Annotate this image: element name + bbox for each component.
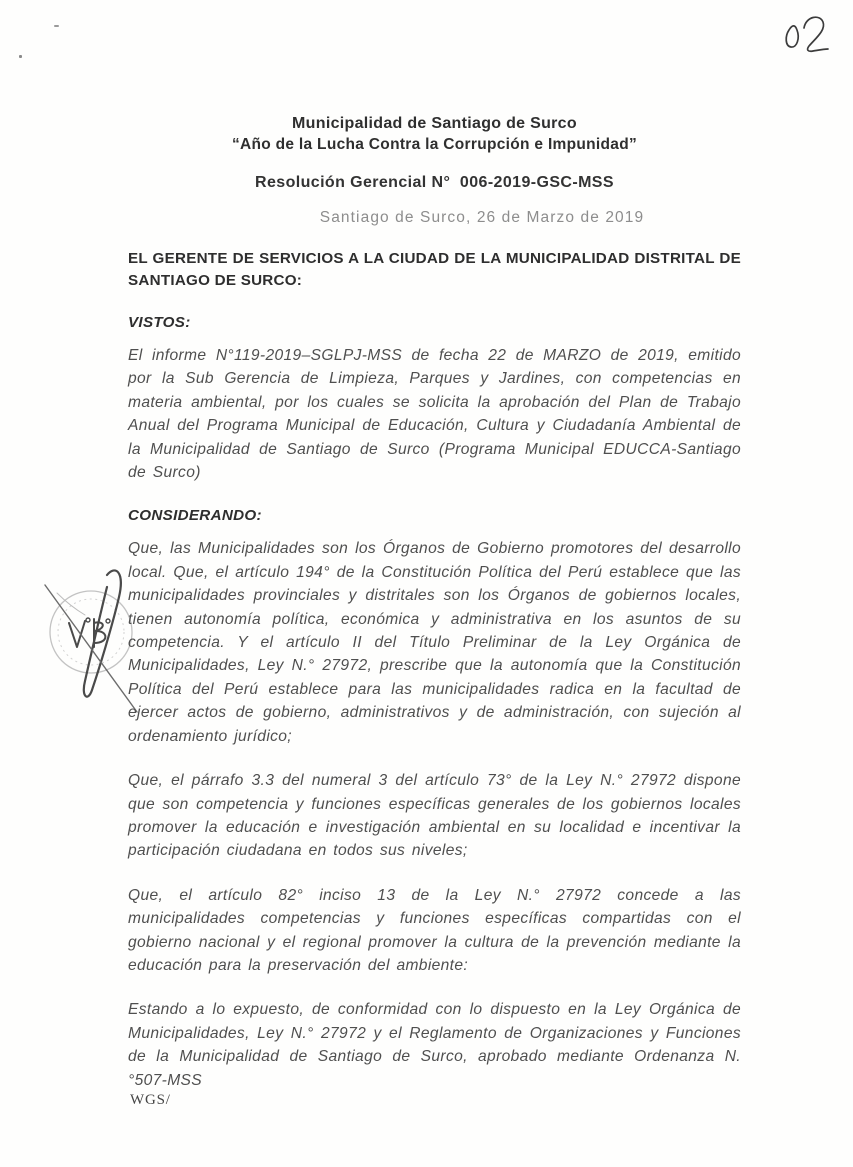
resolution-title: Resolución Gerencial N° 006-2019-GSC-MSS (255, 174, 614, 191)
considerando-paragraph: Estando a lo expuesto, de conformidad con lo dispuesto en la Ley Orgánica de Municipalidades, Ley N.° 27972 y el Reglamento de Organizaciones y Funciones de la Municipalidad de Santiago de Surco, aprobado mediante Ordenanza N.°507-MSS (128, 1001, 741, 1089)
considerando-heading: CONSIDERANDO: (128, 507, 262, 525)
vistos-heading: VISTOS: (128, 314, 191, 331)
signature-scribble (45, 570, 137, 712)
scan-speck (19, 55, 22, 58)
vistos-paragraph: El informe N°119-2019–SGLPJ-MSS de fecha 22 de MARZO de 2019, emitido por la Sub Gerencia de Limpieza, Parques y Jardines, con competencias en materia ambiental, por los cuales se solicita la aprobación del Plan de Trabajo Anual del Programa Municipal de Educación, Cultura y Ciudadanía Ambiental de la Municipalidad de Santiago de Surco (Programa Municipal EDUCCA-Santiago de Surco) (128, 347, 741, 482)
document-content (128, 113, 741, 1092)
stamp-circle-icon (50, 591, 132, 673)
handwritten-page-number-02-icon (775, 8, 845, 64)
considerando-paragraph: Que, las Municipalidades son los Órganos de Gobierno promotores del desarrollo local. Que, el artículo 194° de la Constitución Política del Perú establece que las municipalidades provinciales y distritales son los Órganos de gobiernos locales, tienen autonomía política, económica y administrativa en los asuntos de su competencia. Y el artículo II del Título Preliminar de la Ley Orgánica de Municipalidades, Ley N.° 27972, prescribe que la autonomía que la Constitución Política del Perú establece para las municipalidades radica en la facultad de ejercer actos de gobierno, administrativos y de administración, con sujeción al ordenamiento jurídico; (128, 540, 741, 745)
header-org-name: Municipalidad de Santiago de Surco (292, 115, 577, 132)
considerando-paragraph: Que, el artículo 82° inciso 13 de la Ley N.° 27972 concede a las municipalidades competencias y funciones específicas compartidas con el gobierno nacional y el regional promover la cultura de la prevención mediante la educación para la preservación del ambiente: (128, 886, 741, 974)
header-motto: “Año de la Lucha Contra la Corrupción e Impunidad” (231, 136, 638, 153)
footer-initials: WGS/ (130, 1092, 171, 1108)
dateline: Santiago de Surco, 26 de Marzo de 2019 (319, 209, 645, 226)
considerando-paragraph: Que, el párrafo 3.3 del numeral 3 del artículo 73° de la Ley N.° 27972 dispone que son competencia y funciones específicas generales de los gobiernos locales promover la educación e investigación ambiental en su localidad e incentivar la participación ciudadana en todos sus niveles; (128, 772, 741, 860)
scan-speck (54, 25, 59, 27)
addressee: EL GERENTE DE SERVICIOS A LA CIUDAD DE LA MUNICIPALIDAD DISTRITAL DE SANTIAGO DE SURCO: (128, 250, 741, 289)
